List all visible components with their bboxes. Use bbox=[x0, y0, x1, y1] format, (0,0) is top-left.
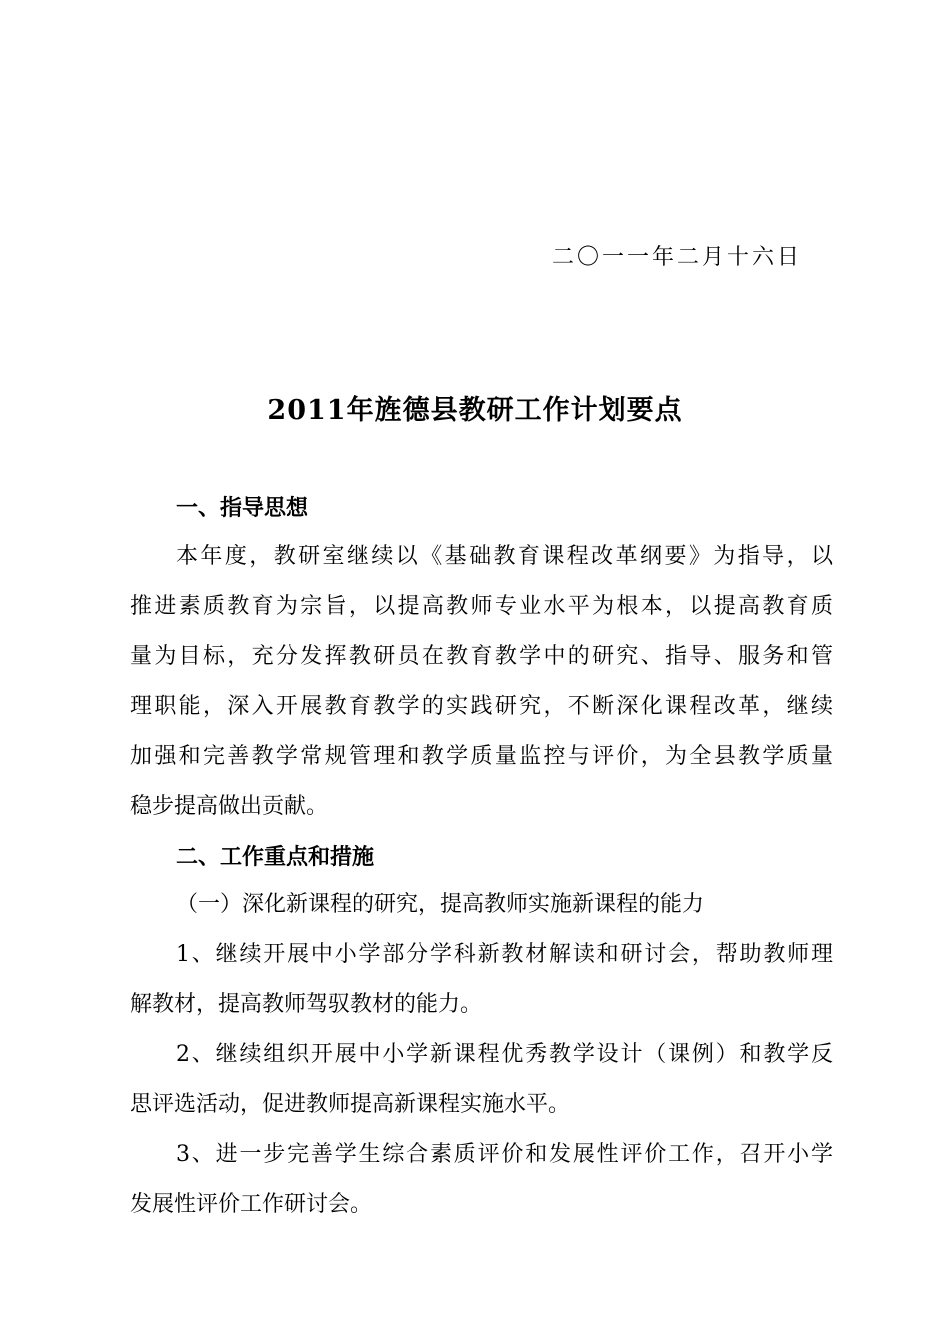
paragraph-line: 加强和完善教学常规管理和教学质量监控与评价，为全县教学质量 bbox=[130, 744, 833, 769]
list-item-line: 1、继续开展中小学部分学科新教材解读和研讨会，帮助教师理 bbox=[176, 942, 833, 967]
paragraph-line: 量为目标，充分发挥教研员在教育教学中的研究、指导、服务和管 bbox=[130, 644, 833, 669]
list-item-line: 2、继续组织开展中小学新课程优秀教学设计（课例）和教学反 bbox=[176, 1042, 833, 1067]
paragraph-line: 推进素质教育为宗旨，以提高教师专业水平为根本，以提高教育质 bbox=[130, 594, 833, 619]
document-title: 2011年旌德县教研工作计划要点 bbox=[267, 395, 683, 426]
document-date: 二〇一一年二月十六日 bbox=[551, 245, 802, 270]
paragraph-line: 理职能，深入开展教育教学的实践研究，不断深化课程改革，继续 bbox=[130, 694, 833, 719]
section-heading-guiding-thought: 一、指导思想 bbox=[176, 495, 309, 521]
subsection-heading: （一）深化新课程的研究，提高教师实施新课程的能力 bbox=[176, 892, 705, 917]
paragraph-line: 稳步提高做出贡献。 bbox=[130, 794, 329, 819]
list-item-line: 发展性评价工作研讨会。 bbox=[130, 1192, 373, 1217]
list-item-line: 思评选活动，促进教师提高新课程实施水平。 bbox=[130, 1092, 571, 1117]
paragraph-line: 本年度，教研室继续以《基础教育课程改革纲要》为指导，以 bbox=[176, 544, 833, 569]
section-heading-work-focus: 二、工作重点和措施 bbox=[176, 844, 375, 870]
list-item-line: 解教材，提高教师驾驭教材的能力。 bbox=[130, 992, 483, 1017]
list-item-line: 3、进一步完善学生综合素质评价和发展性评价工作，召开小学 bbox=[176, 1142, 833, 1167]
